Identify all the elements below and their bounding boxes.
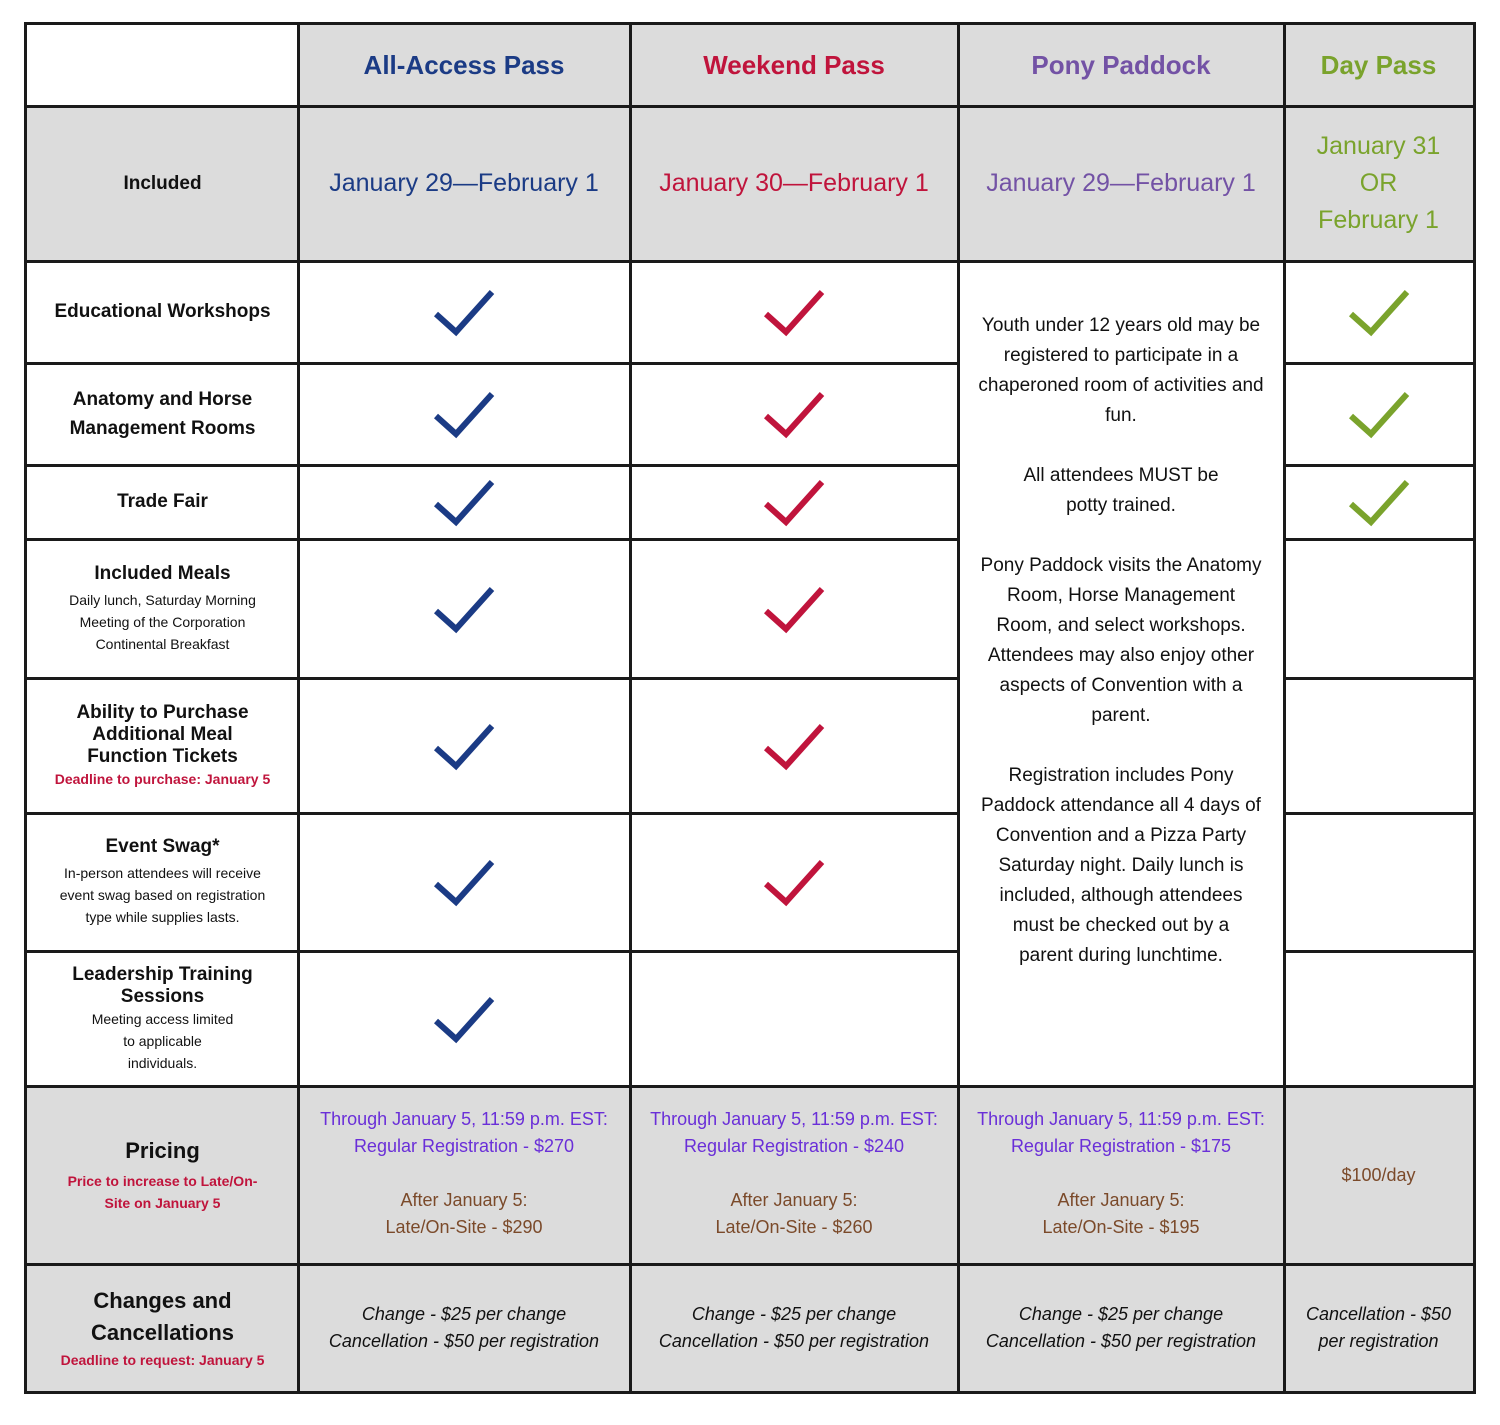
pony-note-p4: Registration includes Pony Paddock attendance all 4 days of Convention and a Pizza Party Saturday night. Daily lunch is included, although attendees — [981, 765, 1261, 906]
grid-line — [1283, 950, 1473, 953]
grid-line — [27, 538, 959, 541]
check-weekend-trade — [630, 465, 958, 539]
grid-line — [1283, 677, 1473, 680]
included-label-cell — [27, 106, 298, 261]
day-cancel-fee: Cancellation - $50 per registration — [1305, 1303, 1452, 1351]
row-label-meals — [27, 539, 298, 678]
row-label-anatomy — [27, 363, 298, 465]
grid-line — [27, 1263, 1473, 1266]
leadership-note: Meeting access limited to applicable individuals. — [91, 1010, 234, 1071]
check-all-access-anatomy — [298, 363, 630, 465]
grid-line — [27, 950, 959, 953]
weekend-through: Through January 5, 11:59 p.m. EST: — [650, 1109, 938, 1129]
all-access-through: Through January 5, 11:59 p.m. EST: — [320, 1109, 608, 1129]
all-access-after: After January 5: — [400, 1190, 528, 1210]
checkmark-icon — [762, 286, 826, 338]
all-access-change-fee: Change - $25 per change — [361, 1303, 567, 1324]
checkmark-icon — [762, 388, 826, 440]
grid-line — [27, 677, 959, 680]
pricing-deadline: Price to increase to Late/On-Site on January 5 — [67, 1173, 258, 1211]
checkmark-icon — [1347, 388, 1411, 440]
header-pony — [958, 25, 1284, 106]
weekend-dates: January 30—February 1 — [659, 169, 929, 197]
check-day-workshops — [1284, 261, 1473, 363]
checkmark-icon — [432, 286, 496, 338]
check-all-access-trade — [298, 465, 630, 539]
checkmark-icon — [1347, 286, 1411, 338]
checkmark-icon — [432, 388, 496, 440]
weekend-regular: Regular Registration - $240 — [683, 1136, 905, 1156]
day-date-or: OR — [1359, 169, 1398, 197]
pony-after: After January 5: — [1057, 1190, 1185, 1210]
tickets-deadline: Deadline to purchase: January 5 — [54, 770, 271, 787]
check-all-access-swag — [298, 813, 630, 951]
weekend-cancel-fee: Cancellation - $50 per registration — [658, 1330, 930, 1351]
pony-note-p1: Youth under 12 years old may be registered to participate in a chaperoned room of activities and fun. — [978, 315, 1264, 426]
check-all-access-tickets — [298, 678, 630, 813]
changes-weekend — [630, 1264, 958, 1391]
changes-deadline: Deadline to request: January 5 — [60, 1351, 265, 1368]
row-label-leadership — [27, 951, 298, 1086]
checkmark-icon — [432, 476, 496, 528]
weekend-late: Late/On-Site - $260 — [715, 1217, 873, 1237]
included-label: Included — [123, 172, 202, 194]
grid-line — [27, 362, 959, 365]
meals-note: Daily lunch, Saturday Morning Meeting of the Corporation Continental Breakfast — [69, 591, 256, 652]
check-all-access-workshops — [298, 261, 630, 363]
weekend-after: After January 5: — [730, 1190, 858, 1210]
leadership-label: Leadership Training Sessions — [72, 963, 253, 1007]
check-weekend-swag — [630, 813, 958, 951]
checkmark-icon — [762, 856, 826, 908]
check-weekend-anatomy — [630, 363, 958, 465]
tickets-label: Ability to Purchase Additional Meal Function Tickets — [76, 701, 249, 767]
check-day-trade — [1284, 465, 1473, 539]
row-label-trade — [27, 465, 298, 539]
checkmark-icon — [1347, 476, 1411, 528]
check-weekend-meals — [630, 539, 958, 678]
pony-note-p5: must be checked out by a parent during lunchtime. — [1012, 915, 1230, 966]
changes-label: Changes and Cancellations — [90, 1287, 235, 1345]
all-access-dates: January 29—February 1 — [329, 169, 599, 197]
changes-day — [1284, 1264, 1473, 1391]
registration-comparison-table — [24, 22, 1476, 1394]
checkmark-icon — [432, 583, 496, 635]
grid-line — [27, 812, 959, 815]
header-day — [1284, 25, 1473, 106]
all-access-regular: Regular Registration - $270 — [353, 1136, 575, 1156]
pony-cancel-fee: Cancellation - $50 per registration — [985, 1330, 1257, 1351]
swag-label: Event Swag* — [105, 836, 220, 857]
row-label-workshops — [27, 261, 298, 363]
changes-label-cell — [27, 1264, 298, 1391]
pony-title: Pony Paddock — [1031, 50, 1211, 80]
pony-change-fee: Change - $25 per change — [1018, 1303, 1224, 1324]
day-date-2: February 1 — [1318, 206, 1439, 234]
pricing-label: Pricing — [125, 1138, 200, 1163]
checkmark-icon — [762, 476, 826, 528]
checkmark-icon — [762, 583, 826, 635]
grid-line — [1283, 25, 1286, 1391]
weekend-title: Weekend Pass — [703, 50, 885, 80]
grid-line — [1283, 538, 1473, 541]
dates-weekend — [630, 106, 958, 261]
grid-line — [297, 25, 300, 1391]
grid-line — [629, 25, 632, 1391]
pony-regular: Regular Registration - $175 — [1010, 1136, 1232, 1156]
check-all-access-leadership — [298, 951, 630, 1086]
grid-line — [27, 105, 1473, 108]
meals-label: Included Meals — [94, 562, 231, 584]
pricing-weekend — [630, 1086, 958, 1264]
check-all-access-meals — [298, 539, 630, 678]
empty-weekend-leadership — [630, 951, 958, 1086]
dates-all-access — [298, 106, 630, 261]
swag-note: In-person attendees will receive event swag based on registration type while supplies lasts. — [59, 865, 266, 925]
all-access-title: All-Access Pass — [363, 50, 565, 80]
grid-line — [27, 1085, 1473, 1088]
row-label-swag — [27, 813, 298, 951]
dates-day — [1284, 106, 1473, 261]
checkmark-icon — [432, 856, 496, 908]
changes-pony — [958, 1264, 1284, 1391]
day-date-1: January 31 — [1316, 132, 1441, 160]
all-access-late: Late/On-Site - $290 — [385, 1217, 543, 1237]
checkmark-icon — [762, 720, 826, 772]
row-label-tickets — [27, 678, 298, 813]
pricing-label-cell — [27, 1086, 298, 1264]
anatomy-label: Anatomy and Horse Management Rooms — [69, 389, 256, 439]
day-title: Day Pass — [1320, 50, 1437, 80]
check-weekend-workshops — [630, 261, 958, 363]
pony-note-p2: All attendees MUST be potty trained. — [1023, 465, 1219, 516]
header-weekend — [630, 25, 958, 106]
day-price: $100/day — [1341, 1164, 1416, 1185]
checkmark-icon — [432, 720, 496, 772]
pricing-all-access — [298, 1086, 630, 1264]
checkmark-icon — [432, 993, 496, 1045]
pony-note-p3: Pony Paddock visits the Anatomy Room, Horse Management Room, and select workshops. Attendees may also enjoy other aspects of Convention with a parent. — [980, 555, 1262, 726]
workshops-label: Educational Workshops — [54, 301, 271, 322]
check-day-anatomy — [1284, 363, 1473, 465]
pony-dates: January 29—February 1 — [986, 169, 1256, 197]
pony-paddock-note — [958, 261, 1284, 1086]
grid-line — [1283, 362, 1473, 365]
pricing-pony — [958, 1086, 1284, 1264]
header-all-access — [298, 25, 630, 106]
check-weekend-tickets — [630, 678, 958, 813]
pricing-day — [1284, 1086, 1473, 1264]
changes-all-access — [298, 1264, 630, 1391]
grid-line — [1283, 464, 1473, 467]
all-access-cancel-fee: Cancellation - $50 per registration — [328, 1330, 600, 1351]
pony-through: Through January 5, 11:59 p.m. EST: — [977, 1109, 1265, 1129]
trade-label: Trade Fair — [117, 491, 208, 512]
grid-line — [957, 25, 960, 1391]
grid-line — [27, 260, 1473, 263]
dates-pony — [958, 106, 1284, 261]
corner-cell — [27, 25, 298, 106]
pony-late: Late/On-Site - $195 — [1042, 1217, 1200, 1237]
grid-line — [27, 464, 959, 467]
grid-line — [1283, 812, 1473, 815]
weekend-change-fee: Change - $25 per change — [691, 1303, 897, 1324]
